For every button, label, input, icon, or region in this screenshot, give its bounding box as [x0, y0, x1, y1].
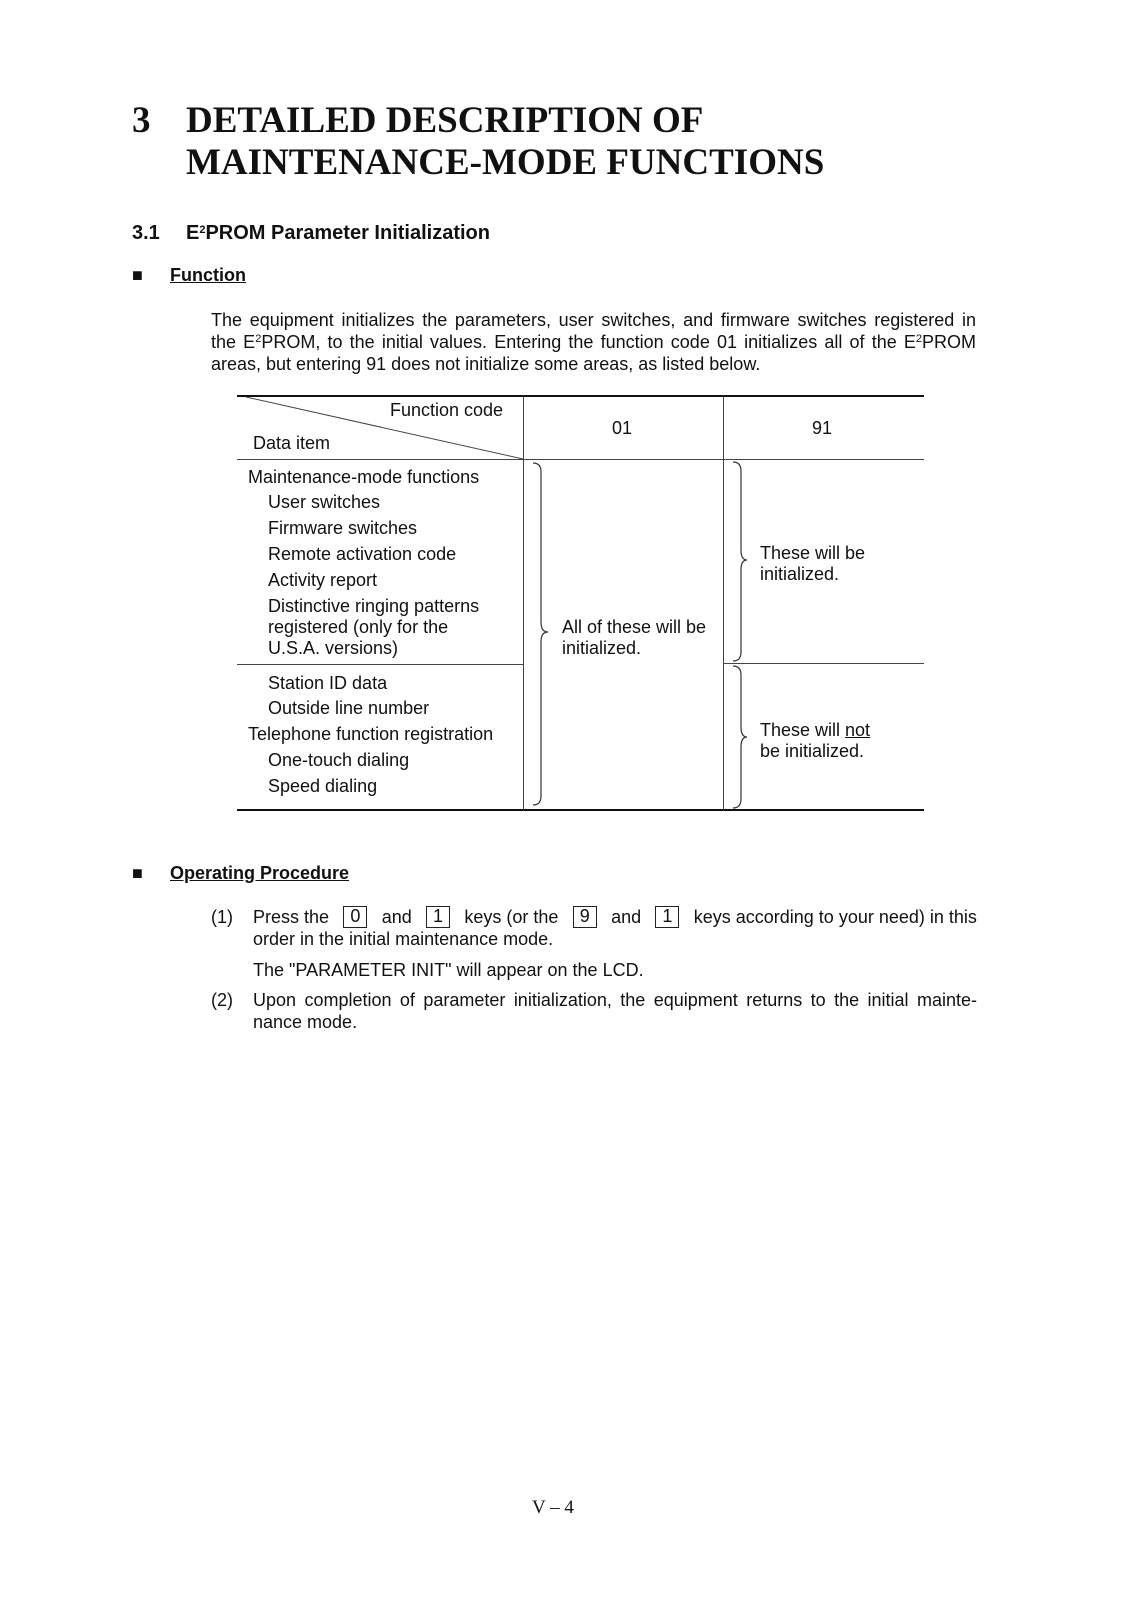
chapter-title-line2: MAINTENANCE-MODE FUNCTIONS	[186, 142, 825, 183]
key-1: 1	[655, 906, 679, 928]
header-data-item: Data item	[253, 433, 331, 453]
step-2-line2: nance mode.	[253, 1012, 358, 1032]
data-item: Activity report	[268, 570, 378, 590]
data-item: One-touch dialing	[268, 750, 410, 770]
col91-note-line1	[760, 720, 870, 741]
section-title-rest: PROM Parameter Initialization	[205, 222, 490, 244]
data-item: Distinctive ringing patterns registered (only for the U.S.A. versions)	[268, 596, 480, 658]
chapter-number: 3	[132, 100, 151, 141]
function-text-sup1: 2	[255, 333, 262, 345]
step-2-line1: Upon completion of parameter initialization, the equipment returns to the initial mainte-	[253, 990, 977, 1010]
function-text-sup2: 2	[915, 333, 923, 345]
bullet-square-icon: ■	[132, 265, 143, 285]
step-1-number: (1)	[211, 907, 233, 927]
step-1-line3: The "PARAMETER INIT" will appear on the LCD.	[253, 960, 644, 980]
col01-note: All of these will be initialized.	[562, 617, 707, 658]
col91-note-line2: be initialized.	[760, 741, 865, 761]
bullet-square-icon: ■	[132, 863, 143, 883]
col91-note-emphasis: not	[845, 720, 871, 740]
step-2-number: (2)	[211, 990, 233, 1010]
data-item: Firmware switches	[268, 518, 418, 538]
header-col-01: 01	[612, 418, 633, 438]
page-number: V – 4	[532, 1497, 574, 1518]
step-1-text: keys (or the	[464, 907, 559, 927]
function-text-part1: The equipment initializes the parameters, user switches, and firmware switches registered in the E	[211, 310, 976, 352]
data-item: Speed dialing	[268, 776, 378, 796]
data-item: Remote activation code	[268, 544, 457, 564]
step-1-text: and	[381, 907, 412, 927]
function-text-part3: PROM areas, but entering 91 does not initialize some areas, as listed below.	[211, 332, 977, 374]
section-number: 3.1	[132, 222, 160, 244]
step-1-text: and	[611, 907, 642, 927]
col91-note-not-initialized	[760, 720, 870, 762]
key-9: 9	[573, 906, 597, 928]
data-item: Maintenance-mode functions	[248, 467, 480, 487]
header-function-code: Function code	[390, 400, 504, 420]
function-heading-label: Function	[170, 265, 246, 285]
col91-note-initialized: These will be initialized.	[760, 543, 866, 584]
brace-col01	[533, 463, 548, 805]
brace-col91-initialized	[733, 462, 747, 661]
key-1: 1	[426, 906, 450, 928]
data-item: Outside line number	[268, 698, 430, 718]
col91-note-text: These will	[760, 720, 846, 740]
step-1-text: keys according to your need) in this	[693, 907, 977, 927]
procedure-heading-label: Operating Procedure	[170, 863, 350, 883]
section-title-sup: 2	[199, 224, 206, 236]
data-item: Telephone function registration	[248, 724, 494, 744]
step-1-text: Press the	[253, 907, 330, 927]
key-0: 0	[343, 906, 367, 928]
data-item: User switches	[268, 492, 381, 512]
header-col-91: 91	[812, 418, 833, 438]
data-item: Station ID data	[268, 673, 388, 693]
chapter-title-line1: DETAILED DESCRIPTION OF	[186, 100, 704, 141]
step-1-line2: order in the initial maintenance mode.	[253, 929, 554, 949]
procedure-heading	[132, 863, 349, 884]
brace-col91-not-initialized	[733, 666, 747, 808]
step-1-line1	[253, 906, 977, 928]
section-title-prefix: E	[186, 222, 200, 244]
function-text-part2: PROM, to the initial values. Entering the function code 01 initializes all of the E	[261, 332, 916, 352]
